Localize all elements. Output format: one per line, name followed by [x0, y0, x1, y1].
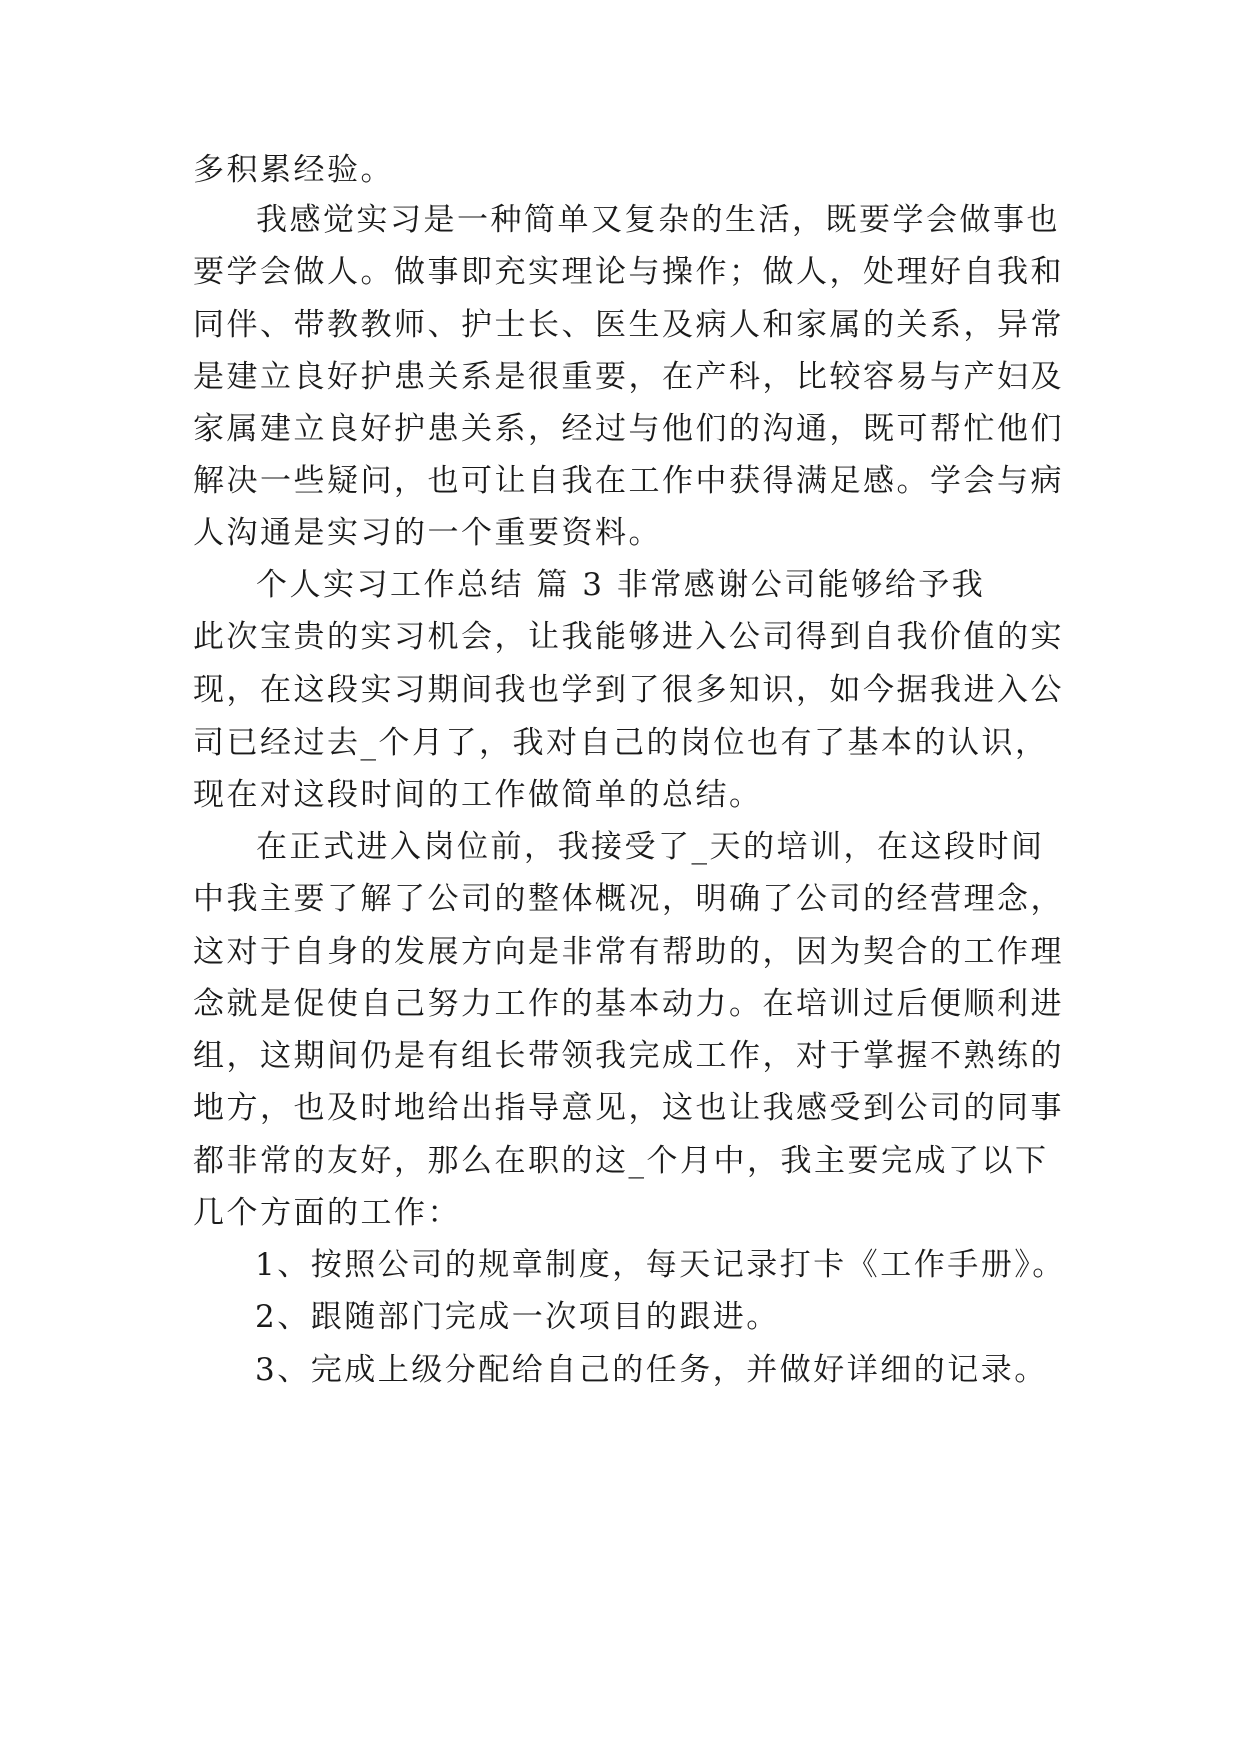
- text-line: 现，在这段实习期间我也学到了很多知识，如今据我进入公: [193, 672, 1064, 708]
- text-line: 人沟通是实习的一个重要资料。: [193, 515, 662, 551]
- section-heading-line: 个人实习工作总结 篇 3 非常感谢公司能够给予我: [256, 567, 986, 603]
- paragraph-start-line: 我感觉实习是一种简单又复杂的生活，既要学会做事也: [256, 202, 1060, 238]
- list-item: 3、完成上级分配给自己的任务，并做好详细的记录。: [255, 1352, 1048, 1388]
- text-line: 要学会做人。做事即充实理论与操作；做人，处理好自我和: [193, 254, 1064, 290]
- text-line: 多积累经验。: [193, 152, 394, 188]
- text-line: 解决一些疑问，也可让自我在工作中获得满足感。学会与病: [193, 463, 1064, 499]
- text-line: 此次宝贵的实习机会，让我能够进入公司得到自我价值的实: [193, 619, 1064, 655]
- text-line: 中我主要了解了公司的整体概况，明确了公司的经营理念，: [193, 881, 1064, 917]
- list-item: 1、按照公司的规章制度，每天记录打卡《工作手册》。: [255, 1247, 1066, 1283]
- text-line: 几个方面的工作：: [193, 1195, 461, 1231]
- text-line: 现在对这段时间的工作做简单的总结。: [193, 777, 763, 813]
- text-line: 家属建立良好护患关系，经过与他们的沟通，既可帮忙他们: [193, 411, 1064, 447]
- text-line: 是建立良好护患关系是很重要，在产科，比较容易与产妇及: [193, 359, 1064, 395]
- text-line: 念就是促使自己努力工作的基本动力。在培训过后便顺利进: [193, 986, 1064, 1022]
- text-line: 地方，也及时地给出指导意见，这也让我感受到公司的同事: [193, 1090, 1064, 1126]
- text-line: 同伴、带教教师、护士长、医生及病人和家属的关系，异常: [193, 307, 1064, 343]
- list-item: 2、跟随部门完成一次项目的跟进。: [255, 1299, 780, 1335]
- paragraph-start-line: 在正式进入岗位前，我接受了_天的培训，在这段时间: [256, 829, 1045, 865]
- text-line: 都非常的友好，那么在职的这_个月中，我主要完成了以下: [193, 1143, 1049, 1179]
- text-line: 司已经过去_个月了，我对自己的岗位也有了基本的认识，: [193, 725, 1049, 761]
- text-line: 这对于自身的发展方向是非常有帮助的，因为契合的工作理: [193, 934, 1064, 970]
- text-line: 组，这期间仍是有组长带领我完成工作，对于掌握不熟练的: [193, 1038, 1064, 1074]
